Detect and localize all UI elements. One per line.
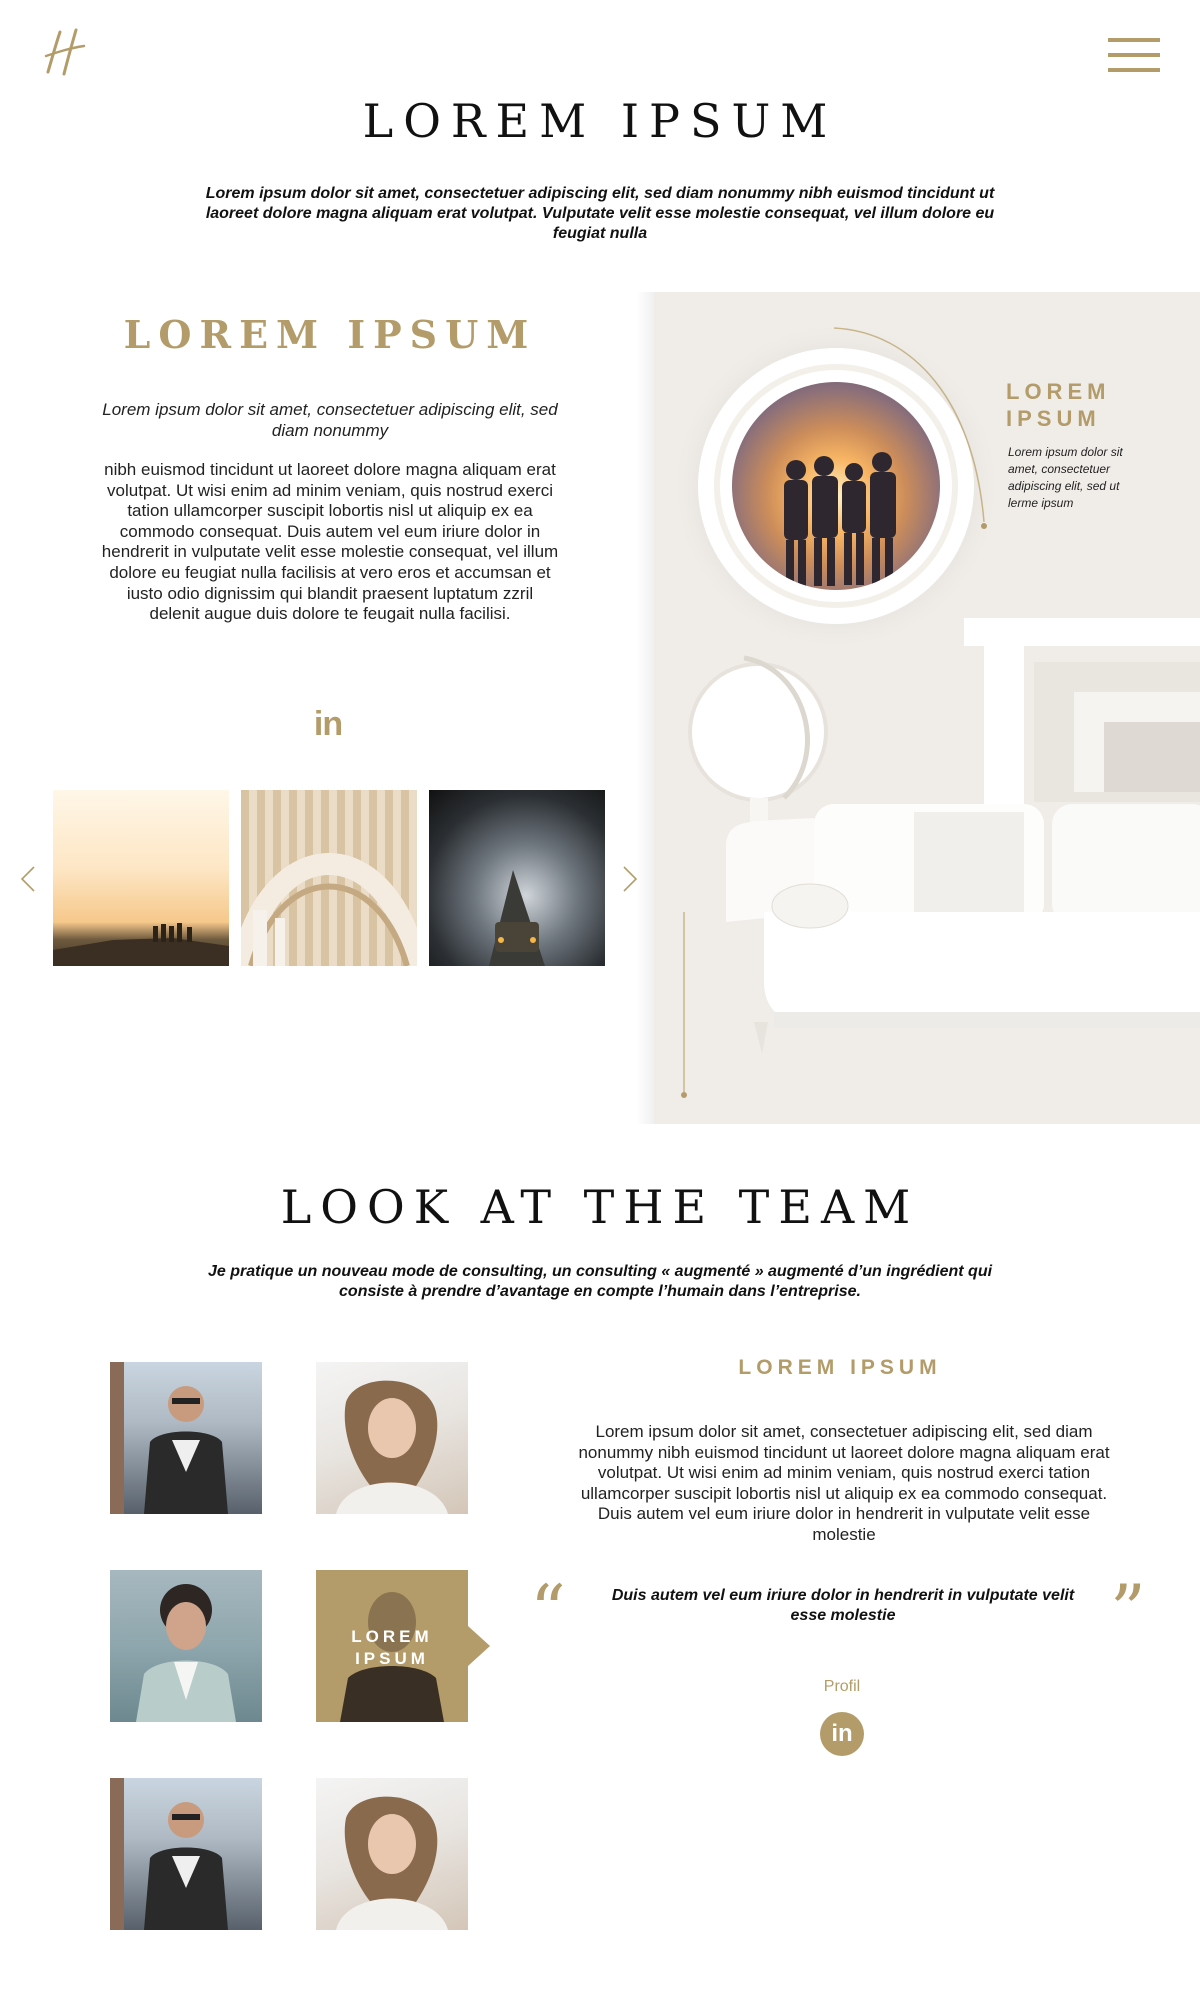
about-title: LOREM IPSUM — [123, 312, 537, 357]
carousel-image-sunset-group[interactable] — [53, 790, 229, 966]
profile-label: Profil — [823, 1678, 861, 1695]
carousel-image-train[interactable] — [429, 790, 605, 966]
quote-open-icon: “ — [530, 1570, 566, 1652]
team-member-tile[interactable] — [110, 1778, 262, 1930]
linkedin-icon[interactable]: in — [820, 1712, 864, 1756]
team-member-tile[interactable] — [110, 1362, 262, 1514]
chevron-left-icon — [18, 864, 38, 894]
team-member-tile[interactable] — [316, 1778, 468, 1930]
about-lead: Lorem ipsum dolor sit amet, consectetuer adipiscing elit, sed diam nonummy — [102, 400, 558, 440]
illustration-text: Lorem ipsum dolor sit amet, consectetuer adipiscing elit, sed ut lerme ipsum — [1008, 445, 1123, 510]
member-description: Lorem ipsum dolor sit amet, consectetuer adipiscing elit, sed diam nonummy nibh euismod tincidunt ut laoreet dolore magna aliquam erat volutpat. Ut wisi enim ad minim veniam, quis nostrud exerci tation ullamcorper suscipit lobortis nisl ut aliquip ex ea commodo consequat. Duis autem vel eum iriure dolor in hendrerit in vulputate velit esse molestie — [578, 1422, 1110, 1544]
brand-logo[interactable] — [40, 26, 90, 78]
man-sunglasses-photo — [110, 1778, 262, 1930]
hero-illustration — [654, 292, 1200, 1124]
friends-sunset-photo — [732, 382, 940, 590]
page-title: LOREM IPSUM — [362, 94, 838, 148]
page-intro: Lorem ipsum dolor sit amet, consectetuer adipiscing elit, sed diam nonummy nibh euismod tincidunt ut laoreet dolore magna aliquam erat volutpat. Vulputate velit esse molestie consequat, vel illum dolore eu feugiat nulla — [205, 185, 995, 242]
team-member-tile-active[interactable] — [316, 1570, 468, 1722]
woman-portrait-photo — [316, 1362, 468, 1514]
member-quote: Duis autem vel eum iriure dolor in hendrerit in vulputate velit esse molestie — [611, 1587, 1075, 1624]
active-member-label: LOREM IPSUM — [351, 1627, 433, 1668]
friends-silhouette — [772, 422, 902, 590]
linkedin-icon[interactable]: in — [313, 705, 343, 743]
carousel-prev-button[interactable] — [18, 864, 38, 894]
hamburger-menu-icon[interactable] — [1108, 38, 1160, 76]
photo-frame — [698, 348, 974, 624]
quote-close-icon: ” — [1110, 1570, 1146, 1652]
team-intro: Je pratique un nouveau mode de consulting, un consulting « augmenté » augmenté d’un ingrédient qui consiste à prendre d’avantage en compte l’humain dans l’entreprise. — [207, 1263, 993, 1300]
sunset-group-image — [53, 790, 229, 966]
about-body: nibh euismod tincidunt ut laoreet dolore magna aliquam erat volutpat. Ut wisi enim ad minim veniam, quis nostrud exerci tation ullamcorper suscipit lobortis nisl ut aliquip ex ea commodo consequat. Duis autem vel eum iriure dolor in hendrerit in vulputate velit esse molestie consequat, vel illum dolore eu feugiat nulla facilisis at vero eros et accumsan et iusto odio dignissim qui blandit praesent luptatum zzril delenit augue duis dolore te feugait nulla facilisi. — [101, 460, 559, 624]
train-image — [429, 790, 605, 966]
man-sunglasses-photo — [110, 1362, 262, 1514]
illustration-label: LOREM IPSUM — [1006, 379, 1111, 431]
member-name: LOREM IPSUM — [738, 1356, 942, 1379]
carousel-image-arches[interactable] — [241, 790, 417, 966]
woman-portrait-photo — [316, 1778, 468, 1930]
team-member-tile[interactable] — [110, 1570, 262, 1722]
arches-image — [241, 790, 417, 966]
scene-shadow — [636, 292, 654, 1124]
team-title: LOOK AT THE TEAM — [280, 1180, 920, 1234]
team-member-tile[interactable] — [316, 1362, 468, 1514]
active-pointer-arrow — [468, 1626, 490, 1666]
logo-h-icon — [40, 26, 90, 78]
man-curly-hair-photo — [110, 1570, 262, 1722]
